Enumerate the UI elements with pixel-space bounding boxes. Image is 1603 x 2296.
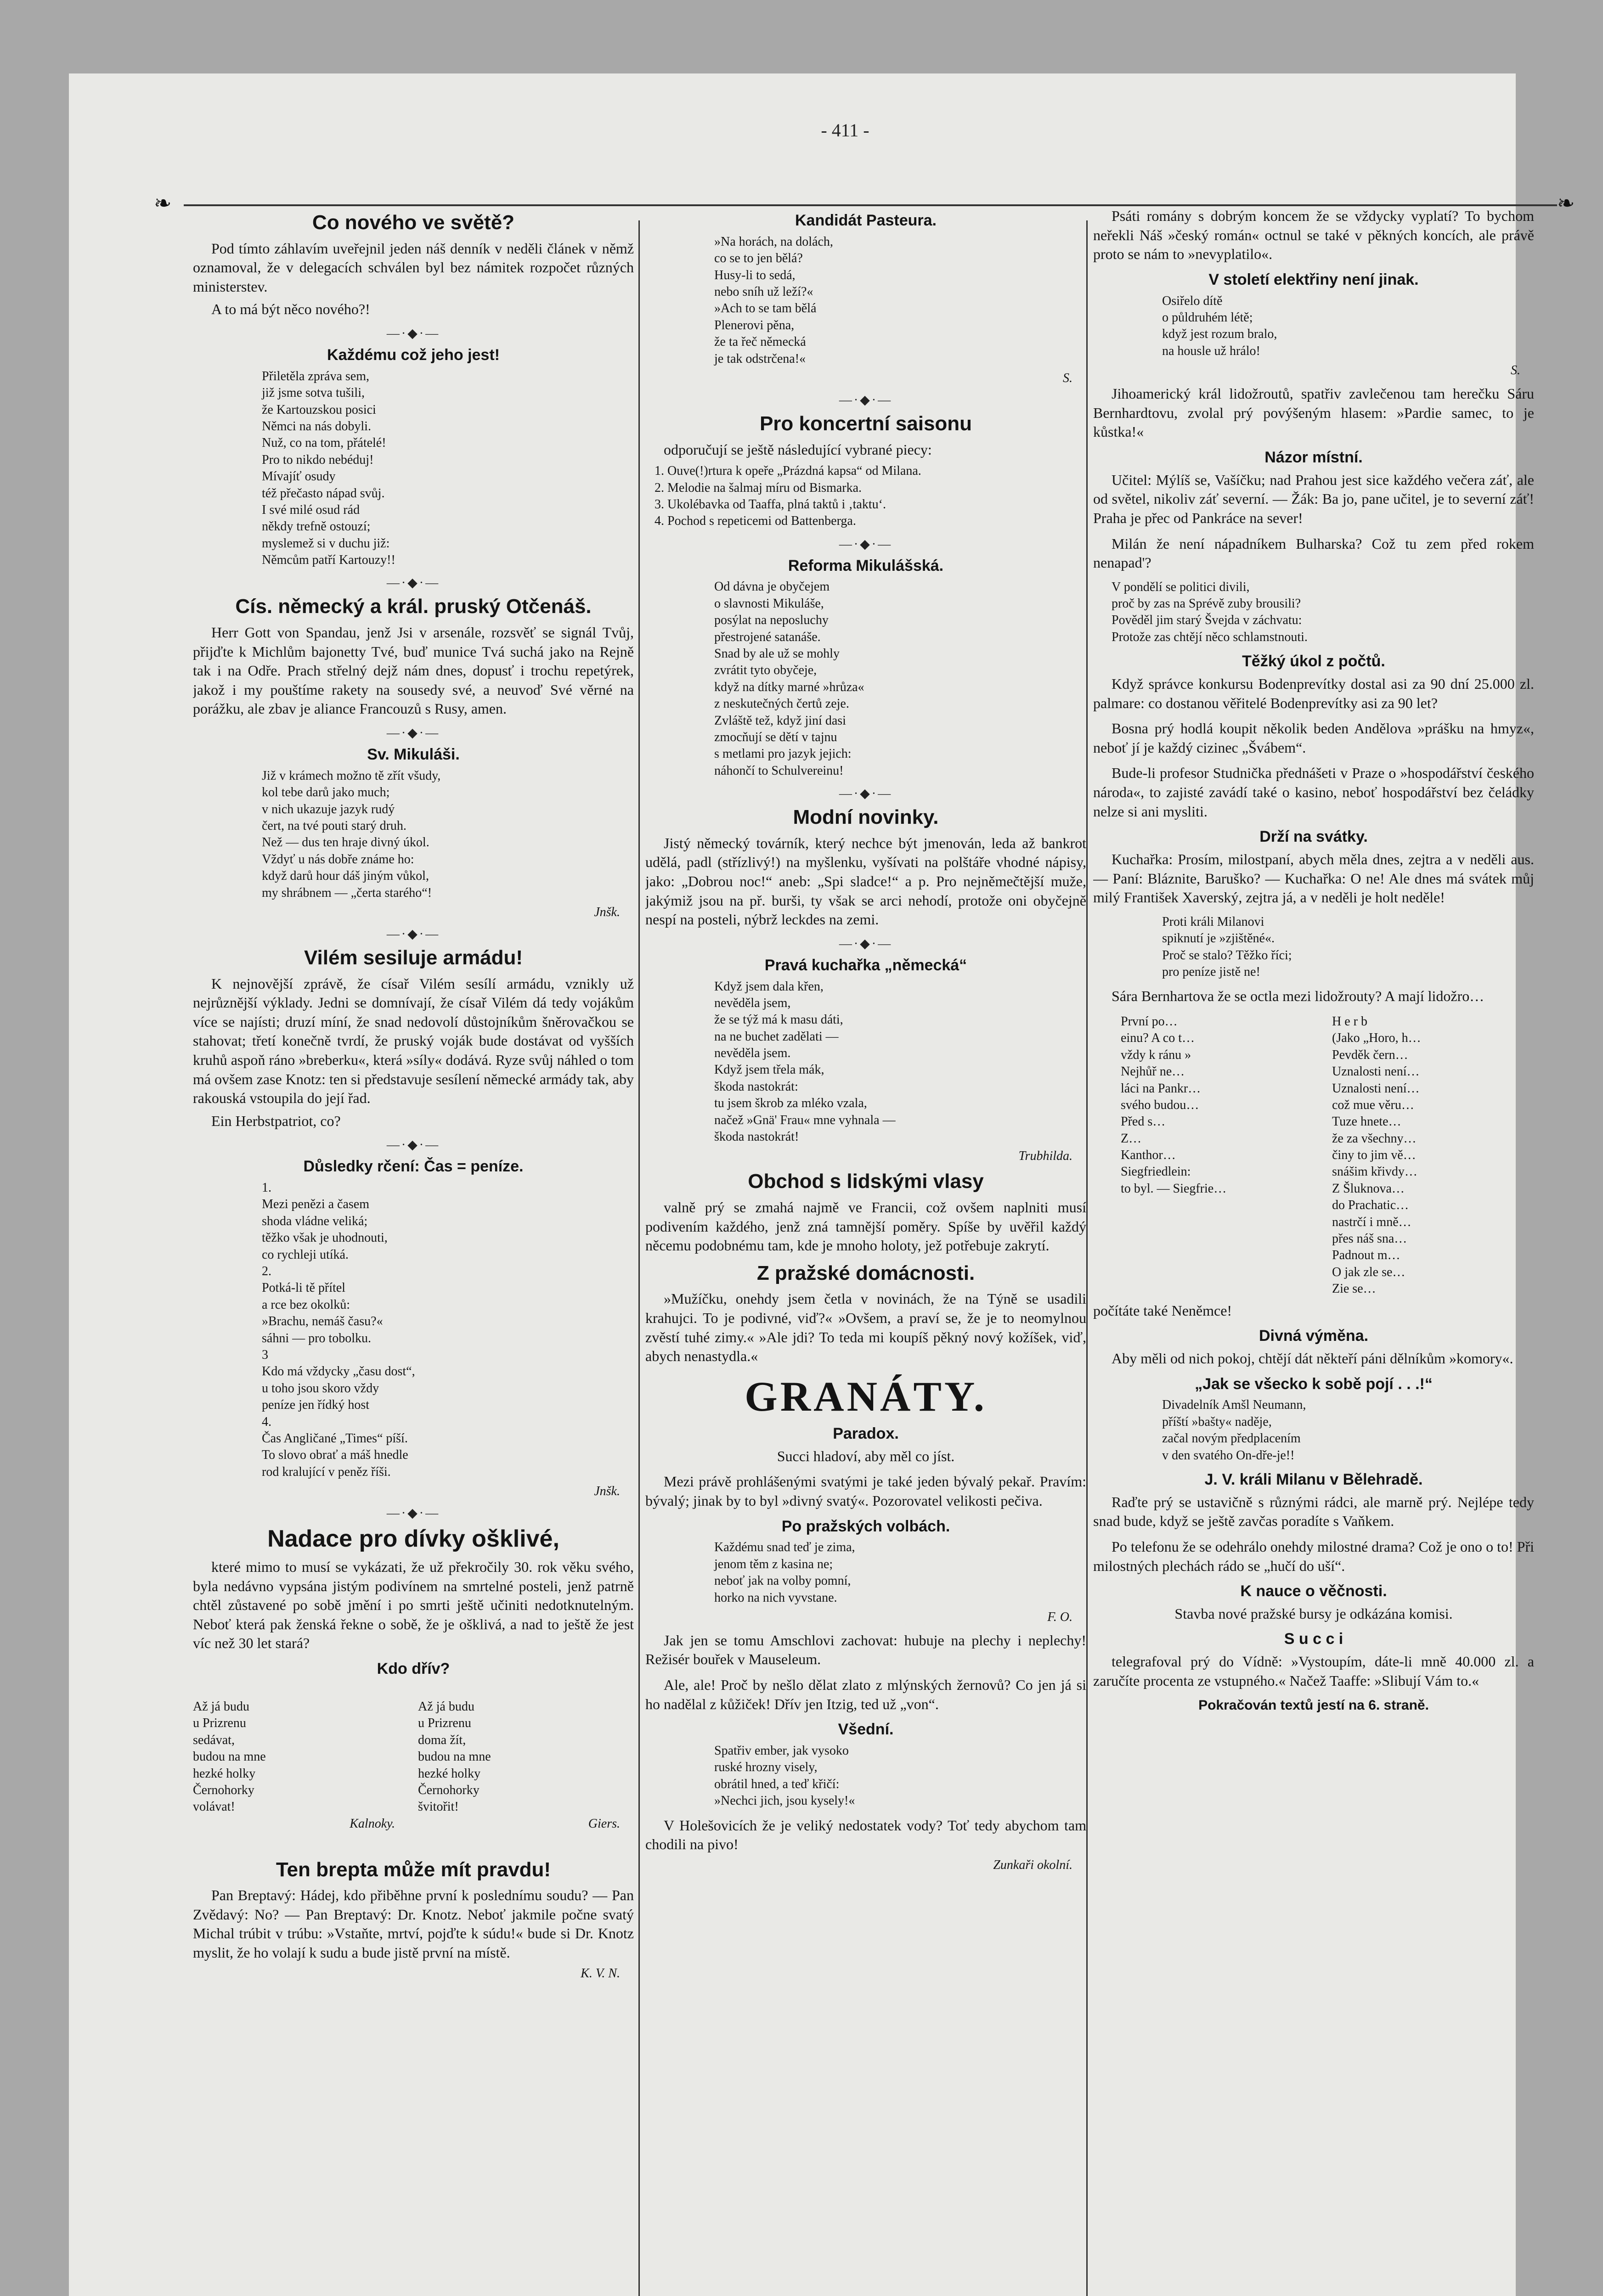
article [1093,535,1534,573]
corner-ornament-left-icon: ❧ [154,191,172,215]
article-text: Když správce konkursu Bodenprevítky dostal asi za 90 dní 25.000 zl. palmare: co dostanou věřitelé Bodenprevítky asi za 90 let? [1093,675,1534,711]
article [645,1631,1086,1669]
signature: F. O. [1047,1609,1072,1624]
article [645,1816,1086,1873]
article [1093,1375,1534,1464]
article-title: K nauce o věčnosti. [1240,1582,1387,1600]
article-text: odporučují se ještě následující vybrané piecy: [664,441,932,458]
poem: Již v krámech možno tě zřít všudy, kol tebe darů jako much; v nich ukazuje jazyk rudý čert, na tvé pouti starý druh. Než — dus ten hraje divný úkol. Vždyť u nás dobře známe ho: když darů hour dáš jiným vůkol, my shrábnem — „čerta starého“! [262,768,441,900]
divider-ornament-icon: —·◆·— [386,326,440,341]
divider-ornament-icon: —·◆·— [386,576,440,591]
article-text: Milán že není nápadníkem Bulharska? Což tu zem před rokem nenapad'? [1093,535,1534,571]
article [193,1858,634,1981]
torn-section [1093,1010,1534,1301]
column-3 [1093,207,1534,2296]
column-rule [1086,220,1088,2296]
article [193,346,634,568]
article-text: Bosna prý hodlá koupit několik beden Andělova »prášku na hmyz«, neboť jí je každý cizinec „Švábem“. [1093,720,1534,756]
article-text: Sára Bernhartova že se octla mezi lidožrouty? A mají lidožro… [1112,988,1484,1005]
continuation-note: Pokračován textů jestí na 6. straně. [1198,1698,1429,1713]
divider-ornament-icon: —·◆·— [386,1506,440,1521]
article [1093,914,1534,981]
torn-text-left: První po… einu? A co t… vždy k ránu » Nejhůř ne… láci na Pankr… svého budou… Před s… Z… Kanthor… Siegfriedlein: to byl. — Siegfrie… [1121,1014,1227,1196]
article-title: Pro koncertní saisonu [759,412,972,435]
article [645,211,1086,386]
section-heading: GRANÁTY. [745,1373,987,1420]
article [1093,207,1534,264]
article-text: Jak jen se tomu Amschlovi zachovat: hubuje na plechy i neplechy! Režisér bouřek v Mauseleum. [645,1632,1086,1668]
article-text: Pan Breptavý: Hádej, kdo přiběhne první k poslednímu soudu? — Pan Zvědavý: No? — Pan Breptavý: Dr. Knotz. Neboť jakmile počne svatý Michal trúbit v trúbu: »Vstaňte, mrtví, pojďte k súdu!« bude si Dr. Knotz myslit, že ho volají k sudu a bude jistě první na místě. [193,1887,634,1961]
article [645,1720,1086,1809]
divider-ornament-icon: —·◆·— [386,1138,440,1153]
two-column-poem [193,1682,634,1852]
divider-ornament-icon: —·◆·— [386,927,440,941]
article [193,1157,634,1499]
article [1093,579,1534,646]
newspaper-sheet [69,73,1575,2296]
article-text: Jihoamerický král lidožroutů, spatřiv zavlečenou tam herečku Sáru Bernhardtovu, zvolal prý povýšeným hlasem: »Pardie samec, to je kůstka!« [1093,385,1534,440]
signature: Giers. [588,1816,620,1831]
poem: »Na horách, na dolách, co se to jen bělá? Husy-li to sedá, nebo sníh už leží?« »Ach to se tam bělá Plenerovi pěna, že ta řeč německá je tak odstrčena!« [714,234,833,366]
article-text: Ein Herbstpatriot, co? [211,1112,341,1129]
article [645,1472,1086,1510]
poem: Každému snad teď je zima, jenom těm z kasina ne; neboť jak na volby pomní, horko na nich vyvstane. [714,1540,855,1605]
article-text: které mimo to musí se vykázati, že už překročily 30. rok věku svého, byla nedávno vypsána jistým podivínem na smrtelné posteli, jenž patrně chtěl zůstavené po sobě jmění i po smrti ještě učiniti nedotknutelným. Neboť která pak ženská řekne o sobě, že je ošklivá, a nad to ještě že jest víc než 30 let stará? [193,1558,634,1652]
article-text: Učitel: Mýlíš se, Vašíčku; nad Prahou jest sice každého večera záť, ale od světel, nikoliv záť severní. — Žák: Ba jo, pane učitel, je to severní záť! Praha je přec od Pankráce na sever! [1093,471,1534,526]
page-number: - 411 - [821,120,869,141]
article-text: A to má být něco nového?! [211,301,370,318]
article-text: »Mužíčku, onehdy jsem četla v novinách, že na Týně se usadili krahujci. To je podivné, viď?« »Ovšem, a praví se, že je to neomylnou zvěstí tuhé zimy.« »Ale jdi? To teda mi koupíš pěkný nový kožíšek, viď, abych nenastydla.« [645,1290,1086,1365]
article [1093,1582,1534,1623]
corner-ornament-right-icon: ❧ [1557,191,1575,215]
signature: Trubhilda. [1018,1149,1072,1164]
article-title: Z pražské domácnosti. [756,1261,975,1284]
article-title: Každému což jeho jest! [327,346,500,364]
column-2 [645,207,1086,2296]
article [1093,270,1534,378]
signature: Jnšk. [594,1484,620,1499]
article [1093,764,1534,821]
article-title: Co nového ve světě? [312,211,515,234]
article [1093,827,1534,907]
article-title: Obchod s lidskými vlasy [748,1170,984,1193]
article-text: Jistý německý továrník, který nechce být jmenován, leda až bankrot udělá, padl (střízlivý!) na myšlenku, vyšívati na polštáře vhodné nápisy, jako: „Dobrou noc!“ aneb: „Spi sladce!“ a p. Pro nejněmečtější muže, jakýmiž jsou na př. burši, ty však se arci nehodí, protože oni obyčejně nespí na posteli, nýbrž leckdes na zemi. [645,834,1086,928]
poem: Od dávna je obyčejem o slavnosti Mikuláše, posýlat na neposluchy přestrojené satanáše. Snad by ale už se mohly zvrátit tyto obyčeje, když na dítky marné »hrůza« z neskutečných čertů zeje. Zvláště tež, když jiní dasi zmocňují se dětí v tajnu s metlami pro jazyk jejich: náhončí to Schulvereinu! [714,580,864,778]
article-text: Herr Gott von Spandau, jenž Jsi v arsenále, rozsvěť se signál Tvůj, přijďte k Michlům bajonetty Tvé, buď munice Tvá suchá jako na Rejně tak i na Odře. Prach střelný dejž nám dnes, dopusť i trochu repetýrek, jakož i my pouštíme rakety na sousedy své, a neuvoď Své věrné na porážku, ale zbav je aliance Francouzů s Rusy, amen. [193,624,634,717]
article-text: Bude-li profesor Studnička přednášeti v Praze o »hospodářství českého národa«, to zajisté zavádí také o kasino, neboť hospodářství bez čeládky nelze si ani mysliti. [1093,765,1534,820]
article [645,956,1086,1164]
article-title: Cís. německý a král. pruský Otčenáš. [235,595,592,618]
divider-ornament-icon: —·◆·— [839,936,893,951]
torn-text-right: H e r b (Jako „Horo, h… Pevděk čern… Uznalosti není… Uznalosti není… což mue věru… Tuze hnete… že za všechny… činy to jim vě… snášim křivdy… Z Šluknova… do Prachatic… nastrčí i mně… přes náš sna… Padnout m… O jak zle se… Zie se… [1332,1014,1421,1296]
poem: V pondělí se politici divili, proč by zas na Sprévě zuby brousili? Pověděl jim starý Švejda v záchvatu: Protože zas chtějí něco schlamstnouti. [1112,580,1308,644]
article-title: Důsledky rčení: Čas = peníze. [303,1158,524,1176]
poem: Osiřelo dítě o půldruhém létě; když jest rozum bralo, na housle už hrálo! [1162,293,1277,358]
article [1093,719,1534,757]
article [193,946,634,1131]
article-title: Kandidát Pasteura. [795,212,937,229]
article-title: J. V. králi Milanu v Bělehradě. [1204,1470,1423,1488]
article-title: S u c c i [1284,1630,1343,1648]
article-text: V Holešovicích že je veliký nedostatek vody? Toť tedy abychom tam chodili na pivo! [645,1817,1086,1853]
signature: Zunkaři okolní. [993,1857,1072,1872]
divider-ornament-icon: —·◆·— [839,787,893,801]
article-text: valně prý se zmahá najmě ve Francii, což ovšem naplniti musí podivením každého, jenž zná tamnější poměry. Spíše by uvěřil každý něcemu podobnému tam, kde je mnoho holoty, jež potřebuje zakrytí. [645,1199,1086,1254]
article-title: Divná výměna. [1259,1327,1369,1345]
column-rule [638,220,640,2296]
article-text: Succi hladoví, aby měl co jíst. [777,1447,955,1464]
article-title: Všední. [838,1721,894,1739]
article-text: Raďte prý se ustavičně s různými rádci, ale marně prý. Nejlépe tedy snad bude, když se ještě zavčas poradíte s Vaňkem. [1093,1493,1534,1530]
article-title: Sv. Mikuláši. [367,746,460,764]
poem: 1. Mezi penězi a časem shoda vládne veliká; těžko však je uhodnouti, co rychleji utíká. 2. Potká-li tě přítel a rce bez okolků: »Brachu, nemáš času?« sáhni — pro tobolku. 3 Kdo má vždycky „času dost“, u toho jsou skoro vždy peníze jen řídký host 4. Čas Angličané „Times“ píší. To slovo obrať a máš hnedle rod kralující v peněz říši. [262,1181,415,1479]
article-title: Nadace pro dívky ošklivé, [267,1525,559,1553]
poem: Proti králi Milanovi spiknutí je »zjištěné«. Proč se stalo? Těžko říci; pro peníze jistě ne! [1162,914,1292,979]
article-title: V století elektřiny není jinak. [1208,270,1419,288]
article-text: Po telefonu že se odehrálo onehdy milostné drama? Což je ono o to! Při milostných plechách rádo se „hučí do uší“. [1093,1538,1534,1574]
article [645,1373,1086,1466]
signature: K. V. N. [581,1966,620,1981]
poem: Divadelník Amšl Neumann, příští »bašty« naděje, začal novým předplacením v den svatého On-dře-je!! [1162,1398,1306,1463]
article [1093,1470,1534,1531]
article [193,211,634,319]
signature: Jnšk. [594,905,620,919]
article [1093,384,1534,442]
article [645,1262,1086,1366]
article [1093,1537,1534,1576]
signature: S. [1063,371,1072,385]
article-text: telegrafoval prý do Vídně: »Vystoupím, dáte-li mně 40.000 zl. a zaručíte procenta ze vstupného.« Načež Taaffe: »Slibují Vám to.« [1093,1653,1534,1689]
article-title: „Jak se všecko k sobě pojí . . .!“ [1195,1375,1433,1393]
article-text: Mezi právě prohlášenými svatými je také jeden bývalý pekař. Pravím: bývalý; jinak by to byl »divný svatý«. Pozorovatel velikosti pečiva. [645,1473,1086,1509]
article [645,557,1086,779]
article [193,1525,634,1653]
article-title: Ten brepta může mít pravdu! [276,1858,551,1881]
article [645,412,1086,530]
article [645,806,1086,929]
article-title: Vilém sesiluje armádu! [304,946,523,969]
article [193,745,634,920]
article-title: Kdo dřív? [377,1660,450,1677]
article [1093,448,1534,528]
article [1093,1327,1534,1368]
article [645,1676,1086,1714]
signature: Kalnoky. [350,1816,395,1831]
article-title: Modní novinky. [793,806,939,829]
article-title: Drží na svátky. [1259,828,1368,846]
poem-right-text: Až já budu u Prizrenu doma žít, budou na mne hezké holky Černohorky švitořit! [418,1699,491,1814]
poem-right [418,1682,634,1852]
divider-ornament-icon: —·◆·— [839,537,893,551]
article-text: Stavba nové pražské bursy je odkázána komisi. [1174,1605,1453,1622]
article [1093,987,1534,1320]
poem-left [193,1682,409,1852]
column-1 [193,207,634,2296]
article-text: počítáte také Neněmce! [1093,1302,1232,1319]
article [193,595,634,719]
article-text: Ale, ale! Proč by nešlo dělat zlato z mlýnských žernovů? Co jen já si ho nadělal z kůžiček! Dřív jen Itzig, ted už „von“. [645,1677,1086,1712]
article-title: Paradox. [833,1424,899,1442]
top-rule [184,204,1557,206]
poem-left-text: Až já budu u Prizrenu sedávat, budou na mne hezké holky Černohorky volávat! [193,1699,266,1814]
article-text: K nejnovější zprávě, že císař Vilém sesílí armádu, vznikly už nejrůznější výklady. Jedni se domnívají, že císař Vilém dá tedy vojákům více se najísti; druzí míní, že snad nedovolí důstojníkům šněrovačkou se stahovat; třetí konečně tvrdí, že pruský voják bude dostávat od vyšších kruhů aspoň ráno »breberku«, která »síly« dodává. Ryze svůj náhled o tom má ovšem zase Knotz: ten si představuje sesílení německé armády tak, aby rakouská vstoupila do její řad. [193,975,634,1107]
poem: Spatřiv ember, jak vysoko ruské hrozny visely, obrátil hned, a teď křičí: »Nechci jich, jsou kysely!« [714,1744,855,1808]
divider-ornament-icon: —·◆·— [386,726,440,741]
signature: S. [1511,363,1520,378]
article-text: Psáti romány s dobrým koncem že se vždycky vyplatí? To bychom neřekli Náš »český román« octnul se také v pěkných koncích, ale právě proto se nám to »nevyplatilo«. [1093,208,1534,263]
article-text: Aby měli od nich pokoj, chtějí dát někteří páni dělníkům »komory«. [1112,1350,1513,1367]
article-title: Těžký úkol z počtů. [1242,653,1385,670]
article-title: Po pražských volbách. [781,1517,950,1535]
article-title: Reforma Mikulášská. [788,557,944,574]
article [193,1660,634,1852]
poem: Když jsem dala křen, nevěděla jsem, že se týž má k masu dáti, na ne buchet zadělati — nevěděla jsem. Když jsem třela mák, škoda nastokrát: tu jsem škrob za mléko vzala, načež »Gnä' Frau« mne vyhnala — škoda nastokrát! [714,979,896,1144]
poem: Přiletěla zpráva sem, již jsme sotva tušili, že Kartouzskou posici Němci na nás dobyli. Nuž, co na tom, přátelé! Pro to nikdo nebéduj! Mívajíť osudy též přečasto nápad svůj. I své milé osud rád někdy trefně ostouzí; myslemež si v duchu již: Němcům patří Kartouzy!! [262,369,395,568]
article [645,1517,1086,1625]
article-title: Názor místní. [1264,448,1363,466]
article [1093,1630,1534,1690]
article-text: Pod tímto záhlavím uveřejnil jeden náš denník v neděli článek v němž oznamoval, že v delegacích schválen byl bez námitek rozpočet různých ministerstev. [193,240,634,295]
article [645,1170,1086,1255]
divider-ornament-icon: —·◆·— [839,393,893,407]
article-title: Pravá kuchařka „německá“ [764,956,967,974]
article [1093,652,1534,713]
list: 1. Ouve(!)rtura k opeře „Prázdná kapsa“ od Milana. 2. Melodie na šalmaj míru od Bismarka. 3. Ukolébavka od Taaffa, plná taktů i ‚taktu‘. 4. Pochod s repeticemi od Battenberga. [655,464,921,529]
article-text: Kuchařka: Prosím, milostpaní, abych měla dnes, zejtra a v neděli aus. — Paní: Bláznite, Baruško? — Kuchařka: O ne! Ale dnes má svátek můj milý František Xaverský, zejtra já, a v neděli je holt neděle! [1093,851,1534,906]
